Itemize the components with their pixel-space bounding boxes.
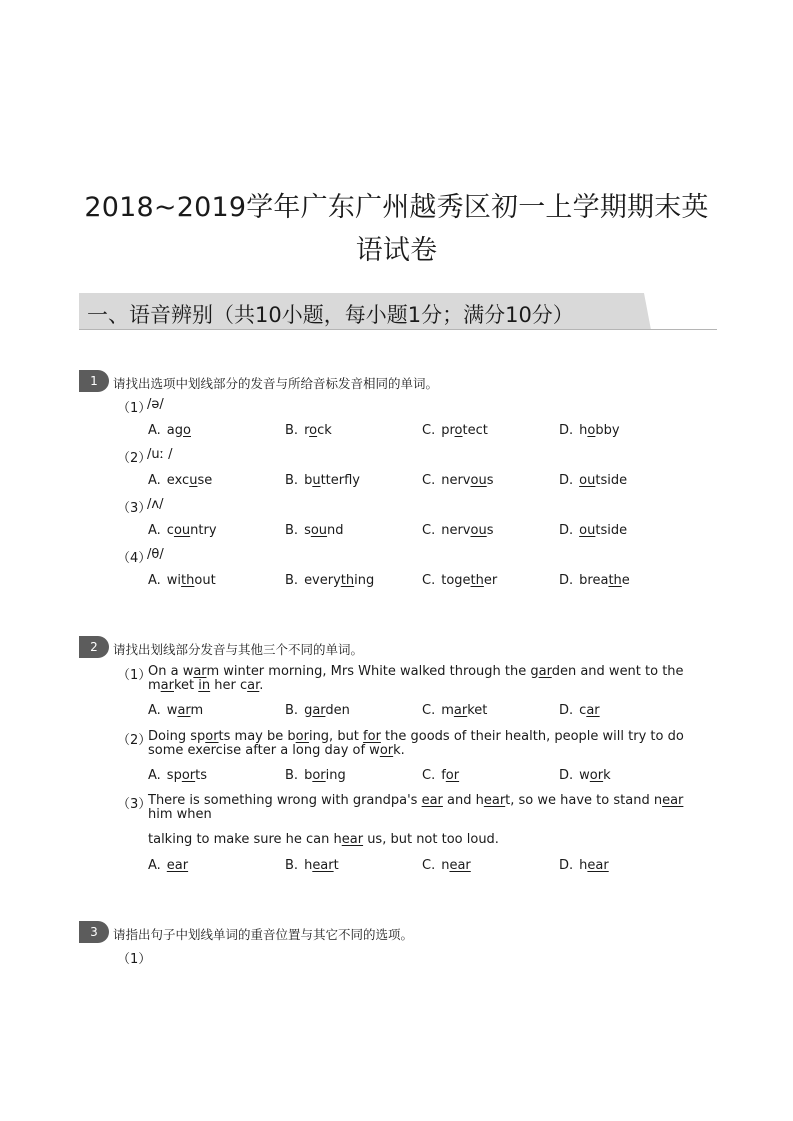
sentence-text: There is something wrong with grandpa's ear and heart, so we have to stand near him when xyxy=(148,793,684,822)
page-title-line2: 语试卷 xyxy=(355,235,438,266)
question-number-badge: 1 xyxy=(79,370,109,392)
option-a: A. excuse xyxy=(148,473,213,488)
option-letter: C. xyxy=(422,423,436,438)
question-number-badge: 2 xyxy=(79,636,109,658)
option-letter: D. xyxy=(559,768,574,783)
option-d: D. outside xyxy=(559,473,628,488)
option-letter: A. xyxy=(148,423,161,438)
option-letter: B. xyxy=(285,858,299,873)
question-number-badge: 3 xyxy=(79,921,109,943)
option-d: D. breathe xyxy=(559,573,630,588)
option-a: A. ago xyxy=(148,423,191,438)
option-a: A. ear xyxy=(148,858,189,873)
option-b: B. heart xyxy=(285,858,339,873)
option-d: D. hobby xyxy=(559,423,620,438)
option-d: D. hear xyxy=(559,858,609,873)
sentence-text-continued: talking to make sure he can hear us, but not too loud. xyxy=(148,832,499,847)
sub-question-label: （3） xyxy=(117,501,152,516)
phonetic-symbol: /ʌ/ xyxy=(147,497,164,512)
phonetic-symbol: /uː / xyxy=(147,447,173,462)
option-letter: B. xyxy=(285,523,299,538)
option-letter: D. xyxy=(559,858,574,873)
question-instruction: 请找出选项中划线部分的发音与所给音标发音相同的单词。 xyxy=(113,376,439,391)
sub-question-label: （2） xyxy=(117,451,152,466)
sub-question-label: （4） xyxy=(117,551,152,566)
option-c: C. for xyxy=(422,768,460,783)
option-letter: B. xyxy=(285,423,299,438)
option-letter: B. xyxy=(285,473,299,488)
option-a: A. warm xyxy=(148,703,204,718)
option-a: A. sports xyxy=(148,768,208,783)
sub-question-label: （1） xyxy=(117,668,152,683)
option-c: C. protect xyxy=(422,423,488,438)
option-b: B. everything xyxy=(285,573,375,588)
option-a: A. without xyxy=(148,573,216,588)
option-letter: B. xyxy=(285,573,299,588)
option-letter: A. xyxy=(148,473,161,488)
option-letter: C. xyxy=(422,703,436,718)
option-letter: C. xyxy=(422,573,436,588)
option-c: C. together xyxy=(422,573,498,588)
option-b: B. rock xyxy=(285,423,332,438)
option-d: D. outside xyxy=(559,523,628,538)
option-letter: A. xyxy=(148,703,161,718)
option-letter: B. xyxy=(285,768,299,783)
question-instruction: 请指出句子中划线单词的重音位置与其它不同的选项。 xyxy=(113,927,414,942)
page-title: 2018~2019学年广东广州越秀区初一上学期期末英 xyxy=(84,192,709,223)
sentence-text: Doing sports may be boring, but for the goods of their health, people will try to do some exercise after a long day of work. xyxy=(148,729,684,758)
option-b: B. butterfly xyxy=(285,473,360,488)
sub-question-label: （3） xyxy=(117,797,152,812)
option-letter: D. xyxy=(559,573,574,588)
option-letter: B. xyxy=(285,703,299,718)
option-b: B. garden xyxy=(285,703,350,718)
sub-question-label: （1） xyxy=(117,952,152,967)
section-header-rule xyxy=(79,329,717,330)
question-instruction: 请找出划线部分发音与其他三个不同的单词。 xyxy=(113,642,364,657)
sub-question-label: （1） xyxy=(117,401,152,416)
option-letter: A. xyxy=(148,858,161,873)
option-b: B. sound xyxy=(285,523,344,538)
option-letter: C. xyxy=(422,858,436,873)
option-c: C. nervous xyxy=(422,523,494,538)
option-letter: A. xyxy=(148,768,161,783)
option-c: C. market xyxy=(422,703,488,718)
sentence-text: On a warm winter morning, Mrs White walked through the garden and went to the market in her car. xyxy=(148,664,684,693)
option-a: A. country xyxy=(148,523,217,538)
option-d: D. work xyxy=(559,768,611,783)
sub-question-label: （2） xyxy=(117,733,152,748)
option-letter: D. xyxy=(559,523,574,538)
option-letter: D. xyxy=(559,423,574,438)
option-letter: A. xyxy=(148,573,161,588)
option-b: B. boring xyxy=(285,768,346,783)
option-letter: D. xyxy=(559,703,574,718)
section-title: 一、语音辨别（共10小题，每小题1分；满分10分） xyxy=(87,303,574,327)
option-c: C. nervous xyxy=(422,473,494,488)
option-letter: C. xyxy=(422,768,436,783)
option-c: C. near xyxy=(422,858,471,873)
option-letter: D. xyxy=(559,473,574,488)
option-letter: C. xyxy=(422,523,436,538)
option-d: D. car xyxy=(559,703,600,718)
phonetic-symbol: /θ/ xyxy=(147,547,164,562)
option-letter: C. xyxy=(422,473,436,488)
phonetic-symbol: /ə/ xyxy=(147,397,164,412)
option-letter: A. xyxy=(148,523,161,538)
